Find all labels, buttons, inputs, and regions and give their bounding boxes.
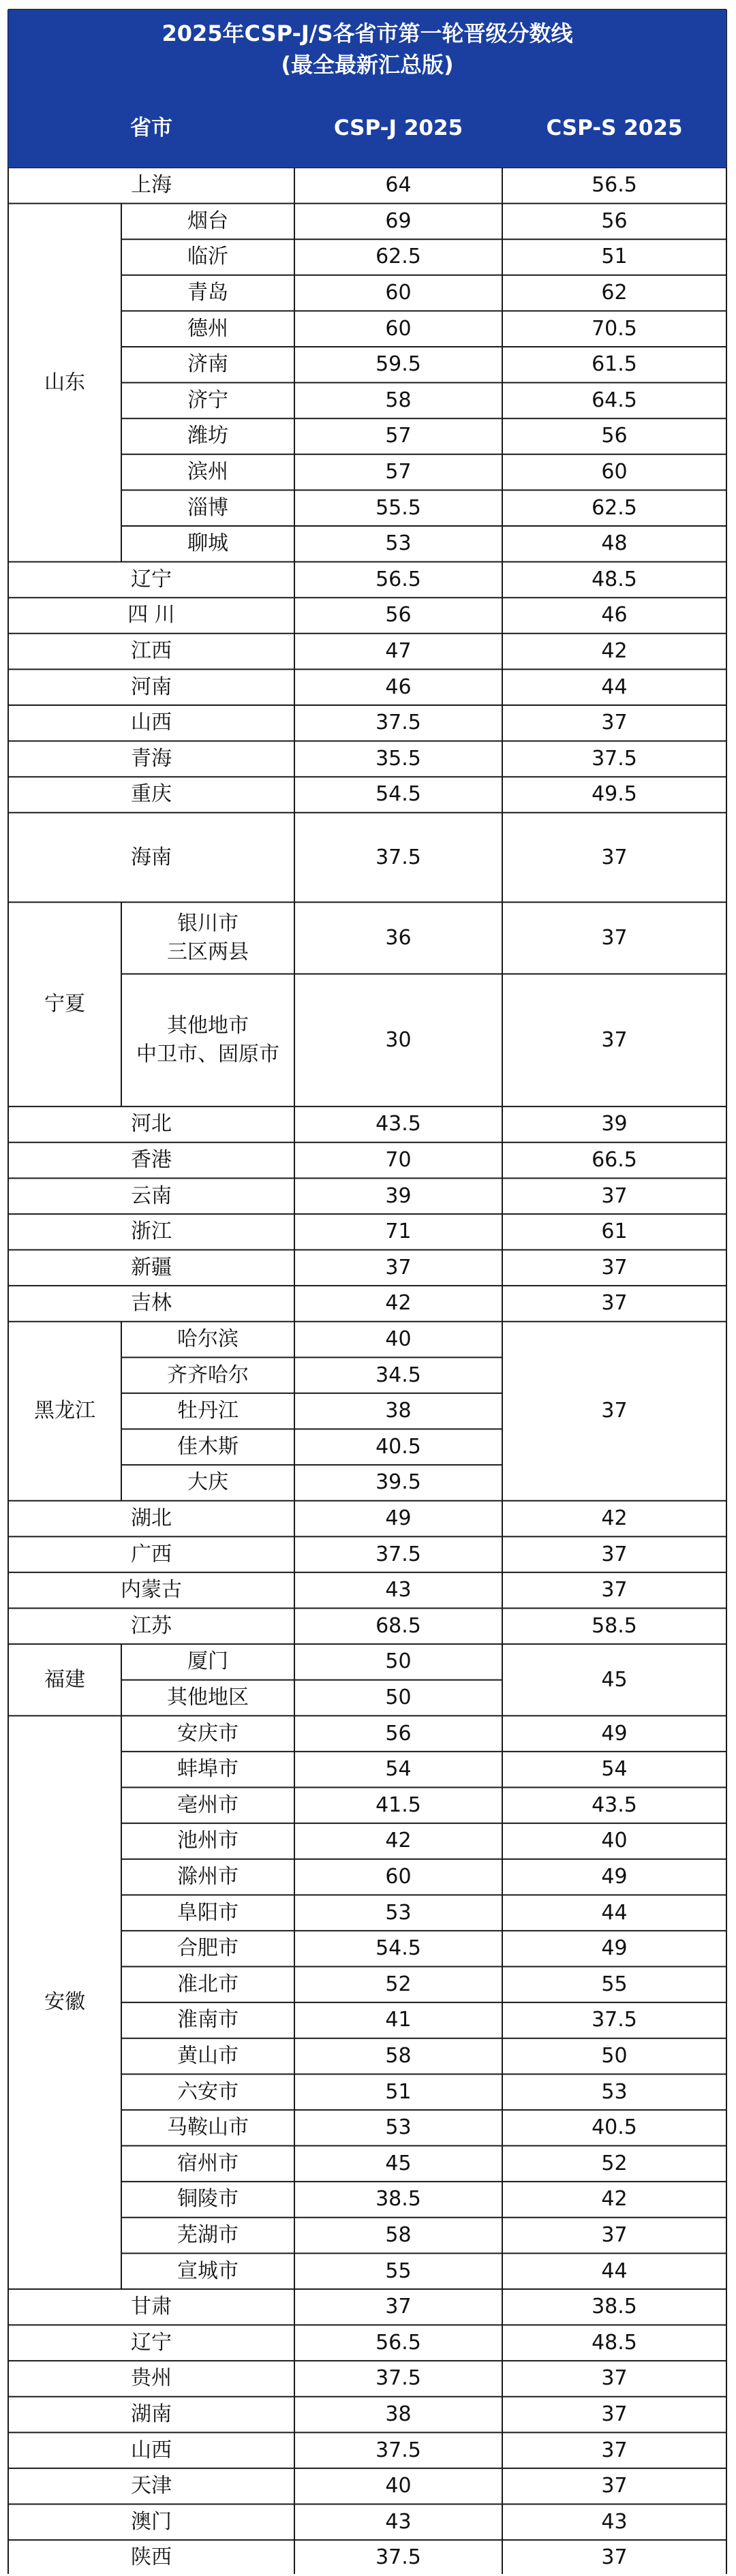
city-cell: 安庆市 xyxy=(177,1721,239,1745)
csp-j-score: 68.5 xyxy=(375,1613,421,1638)
city-cell: 哈尔滨 xyxy=(177,1327,239,1352)
csp-j-score: 42 xyxy=(385,1829,412,1853)
city-cell: 合肥市 xyxy=(177,1936,239,1961)
region-cell: 甘肃 xyxy=(131,2295,172,2319)
city-cell: 牡丹江 xyxy=(177,1399,239,1423)
city-cell: 齐齐哈尔 xyxy=(167,1363,249,1387)
csp-j-score: 58 xyxy=(385,2044,412,2068)
region-cell: 辽宁 xyxy=(131,567,172,591)
csp-j-score: 39 xyxy=(385,1183,412,1208)
city-cell: 潍坊 xyxy=(187,424,228,448)
csp-s-score: 48 xyxy=(601,531,628,556)
title-line-1: 2025年CSP-J/S各省市第一轮晋级分数线 xyxy=(162,20,573,46)
csp-j-score: 60 xyxy=(385,1865,412,1889)
csp-j-score: 56.5 xyxy=(375,2330,421,2355)
city-cell: 亳州市 xyxy=(177,1793,239,1817)
region-cell: 河南 xyxy=(131,674,172,699)
csp-j-score: 30 xyxy=(385,1027,412,1052)
city-cell: 铜陵市 xyxy=(177,2187,239,2212)
csp-j-score: 53 xyxy=(385,1900,412,1925)
csp-j-score: 64 xyxy=(385,173,412,198)
csp-j-score: 56.5 xyxy=(375,567,421,591)
csp-s-score: 49.5 xyxy=(592,782,637,807)
csp-s-score: 37 xyxy=(601,2474,628,2498)
csp-j-score: 70 xyxy=(385,1148,412,1173)
csp-s-score: 37 xyxy=(601,1255,628,1279)
csp-s-score: 44 xyxy=(601,2259,628,2283)
csp-j-score: 40 xyxy=(385,1327,412,1352)
csp-s-score: 49 xyxy=(601,1936,628,1961)
csp-s-score-merged: 45 xyxy=(601,1667,628,1692)
csp-s-score: 70.5 xyxy=(592,316,637,341)
csp-s-score: 50 xyxy=(601,2044,628,2068)
csp-s-score: 62.5 xyxy=(592,495,637,520)
region-cell: 浙江 xyxy=(131,1220,172,1244)
csp-s-score: 61 xyxy=(601,1220,628,1244)
csp-s-score: 60 xyxy=(601,460,628,484)
region-cell: 湖北 xyxy=(131,1506,172,1531)
city-cell: 蚌埠市 xyxy=(177,1757,239,1782)
region-cell: 江西 xyxy=(131,639,172,664)
csp-s-score: 44 xyxy=(601,1900,628,1925)
region-cell: 云南 xyxy=(131,1183,172,1208)
csp-j-score: 37 xyxy=(385,1255,412,1279)
city-cell: 聊城 xyxy=(187,531,228,556)
csp-j-score: 53 xyxy=(385,531,412,556)
city-cell: 淄博 xyxy=(187,495,228,520)
csp-s-score: 46 xyxy=(601,603,628,627)
region-cell: 吉林 xyxy=(131,1291,172,1316)
csp-j-score: 41 xyxy=(385,2008,412,2032)
csp-s-score: 37 xyxy=(601,2366,628,2391)
csp-j-score: 55.5 xyxy=(375,495,421,520)
csp-s-score-merged: 37 xyxy=(601,1399,628,1423)
csp-j-score: 37 xyxy=(385,2295,412,2319)
region-cell: 湖南 xyxy=(131,2402,172,2427)
csp-s-score: 37 xyxy=(601,1027,628,1052)
csp-j-score: 38 xyxy=(385,1399,412,1423)
csp-s-score: 37 xyxy=(601,2545,628,2570)
region-cell: 辽宁 xyxy=(131,2330,172,2355)
csp-j-score: 54.5 xyxy=(375,1936,421,1961)
csp-s-score: 64.5 xyxy=(592,388,637,412)
csp-j-score: 60 xyxy=(385,281,412,305)
csp-j-score: 47 xyxy=(385,639,412,664)
csp-j-score: 69 xyxy=(385,208,412,233)
city-cell: 芜湖市 xyxy=(177,2223,239,2248)
city-cell: 青岛 xyxy=(187,281,228,305)
city-cell: 烟台 xyxy=(187,208,228,233)
csp-j-score: 37.5 xyxy=(375,2545,421,2570)
region-cell: 广西 xyxy=(131,1542,172,1566)
csp-j-score: 42 xyxy=(385,1291,412,1316)
csp-s-score: 62 xyxy=(601,281,628,305)
csp-s-score: 37 xyxy=(601,845,628,869)
city-cell: 滨州 xyxy=(187,460,228,484)
csp-s-score: 40.5 xyxy=(592,2115,637,2140)
region-cell: 青海 xyxy=(131,746,172,771)
province-group-cell: 安徽 xyxy=(44,1990,85,2015)
csp-j-score: 40 xyxy=(385,2474,412,2498)
city-cell: 佳木斯 xyxy=(177,1434,239,1459)
csp-s-score: 56 xyxy=(601,208,628,233)
csp-j-score: 55 xyxy=(385,2259,412,2283)
region-cell: 上海 xyxy=(131,173,172,198)
csp-j-score: 45 xyxy=(385,2151,412,2175)
csp-j-score: 43 xyxy=(385,2509,412,2534)
csp-j-score: 57 xyxy=(385,460,412,484)
province-group-cell: 宁夏 xyxy=(44,992,85,1017)
csp-s-score: 43 xyxy=(601,2509,628,2534)
city-cell: 阜阳市 xyxy=(177,1900,239,1925)
csp-s-score: 40 xyxy=(601,1829,628,1853)
csp-j-score: 37.5 xyxy=(375,2438,421,2462)
csp-j-score: 62.5 xyxy=(375,245,421,269)
csp-s-score: 37 xyxy=(601,2438,628,2462)
csp-j-score: 56 xyxy=(385,603,412,627)
table-title xyxy=(8,10,726,89)
csp-s-score: 52 xyxy=(601,2151,628,2175)
csp-s-score: 42 xyxy=(601,1506,628,1531)
header-region: 省市 xyxy=(8,89,294,168)
region-cell: 河北 xyxy=(131,1112,172,1136)
csp-s-score: 37.5 xyxy=(592,2008,637,2032)
csp-j-score: 37.5 xyxy=(375,1542,421,1566)
csp-s-score: 49 xyxy=(601,1865,628,1889)
csp-s-score: 42 xyxy=(601,639,628,664)
csp-s-score: 37 xyxy=(601,925,628,950)
csp-j-score: 39.5 xyxy=(375,1470,421,1495)
csp-s-score: 51 xyxy=(601,245,628,269)
city-cell: 黄山市 xyxy=(177,2044,239,2068)
csp-j-score: 46 xyxy=(385,674,412,699)
csp-j-score: 34.5 xyxy=(375,1363,421,1387)
csp-s-score: 37 xyxy=(601,711,628,735)
region-cell: 山西 xyxy=(131,2438,172,2462)
csp-s-score: 49 xyxy=(601,1721,628,1745)
region-cell: 香港 xyxy=(131,1148,172,1173)
city-cell: 厦门 xyxy=(187,1649,228,1674)
csp-j-score: 71 xyxy=(385,1220,412,1244)
csp-s-score: 37 xyxy=(601,1183,628,1208)
csp-j-score: 54.5 xyxy=(375,782,421,807)
csp-j-score: 53 xyxy=(385,2115,412,2140)
csp-j-score: 51 xyxy=(385,2079,412,2104)
csp-s-score: 39 xyxy=(601,1112,628,1136)
region-cell: 陕西 xyxy=(131,2545,172,2570)
csp-j-score: 50 xyxy=(385,1649,412,1674)
city-cell: 济南 xyxy=(187,352,228,377)
province-group-cell: 山东 xyxy=(44,370,85,394)
csp-s-score: 61.5 xyxy=(592,352,637,377)
province-group-cell: 黑龙江 xyxy=(34,1399,95,1423)
region-cell: 山西 xyxy=(131,711,172,735)
city-cell: 其他地市 中卫市、固原市 xyxy=(136,1013,279,1066)
region-cell: 内蒙古 xyxy=(121,1578,182,1602)
city-cell: 银川市 三区两县 xyxy=(167,911,249,964)
csp-s-score: 53 xyxy=(601,2079,628,2104)
csp-s-score: 48.5 xyxy=(592,2330,637,2355)
city-cell: 六安市 xyxy=(177,2079,239,2104)
csp-s-score: 54 xyxy=(601,1757,628,1782)
city-cell: 马鞍山市 xyxy=(167,2115,249,2140)
csp-j-score: 40.5 xyxy=(375,1434,421,1459)
csp-j-score: 50 xyxy=(385,1686,412,1710)
region-cell: 天津 xyxy=(131,2474,172,2498)
header-csp-j: CSP-J 2025 xyxy=(294,89,502,168)
csp-j-score: 38.5 xyxy=(375,2187,421,2212)
header-csp-s: CSP-S 2025 xyxy=(502,89,726,168)
csp-s-score: 44 xyxy=(601,674,628,699)
csp-s-score: 37 xyxy=(601,2402,628,2427)
city-cell: 德州 xyxy=(187,316,228,341)
csp-s-score: 56.5 xyxy=(592,173,637,198)
csp-j-score: 59.5 xyxy=(375,352,421,377)
csp-j-score: 41.5 xyxy=(375,1793,421,1817)
csp-j-score: 49 xyxy=(385,1506,412,1531)
csp-s-score: 37 xyxy=(601,1578,628,1602)
csp-s-score: 37 xyxy=(601,1542,628,1566)
csp-j-score: 37.5 xyxy=(375,845,421,869)
title-line-2: (最全最新汇总版) xyxy=(281,52,454,78)
city-cell: 淮南市 xyxy=(177,2008,239,2032)
csp-j-score: 58 xyxy=(385,388,412,412)
csp-s-score: 56 xyxy=(601,424,628,448)
province-group-cell: 福建 xyxy=(44,1667,85,1692)
csp-s-score: 48.5 xyxy=(592,567,637,591)
csp-s-score: 66.5 xyxy=(592,1148,637,1173)
csp-s-score: 58.5 xyxy=(592,1613,637,1638)
city-cell: 宣城市 xyxy=(177,2259,239,2283)
csp-s-score: 38.5 xyxy=(592,2295,637,2319)
csp-j-score: 38 xyxy=(385,2402,412,2427)
csp-s-score: 37 xyxy=(601,2223,628,2248)
csp-s-score: 43.5 xyxy=(592,1793,637,1817)
csp-j-score: 43 xyxy=(385,1578,412,1602)
csp-j-score: 36 xyxy=(385,925,412,950)
city-cell: 临沂 xyxy=(187,245,228,269)
csp-j-score: 52 xyxy=(385,1972,412,1996)
csp-j-score: 57 xyxy=(385,424,412,448)
csp-j-score: 60 xyxy=(385,316,412,341)
csp-j-score: 35.5 xyxy=(375,746,421,771)
city-cell: 滁州市 xyxy=(177,1865,239,1889)
city-cell: 宿州市 xyxy=(177,2151,239,2175)
csp-s-score: 37.5 xyxy=(592,746,637,771)
region-cell: 澳门 xyxy=(131,2509,172,2534)
csp-j-score: 58 xyxy=(385,2223,412,2248)
city-cell: 大庆 xyxy=(187,1470,228,1495)
city-cell: 济宁 xyxy=(187,388,228,412)
region-cell: 重庆 xyxy=(131,782,172,807)
csp-s-score: 42 xyxy=(601,2187,628,2212)
region-cell: 四 川 xyxy=(127,603,175,627)
csp-j-score: 43.5 xyxy=(375,1112,421,1136)
city-cell: 准北市 xyxy=(177,1972,239,1996)
region-cell: 江苏 xyxy=(131,1613,172,1638)
csp-j-score: 56 xyxy=(385,1721,412,1745)
csp-s-score: 37 xyxy=(601,1291,628,1316)
csp-s-score: 55 xyxy=(601,1972,628,1996)
csp-j-score: 54 xyxy=(385,1757,412,1782)
csp-j-score: 37.5 xyxy=(375,711,421,735)
city-cell: 其他地区 xyxy=(167,1686,249,1710)
region-cell: 新疆 xyxy=(131,1255,172,1279)
region-cell: 贵州 xyxy=(131,2366,172,2391)
region-cell: 海南 xyxy=(131,845,172,869)
csp-j-score: 37.5 xyxy=(375,2366,421,2391)
city-cell: 池州市 xyxy=(177,1829,239,1853)
